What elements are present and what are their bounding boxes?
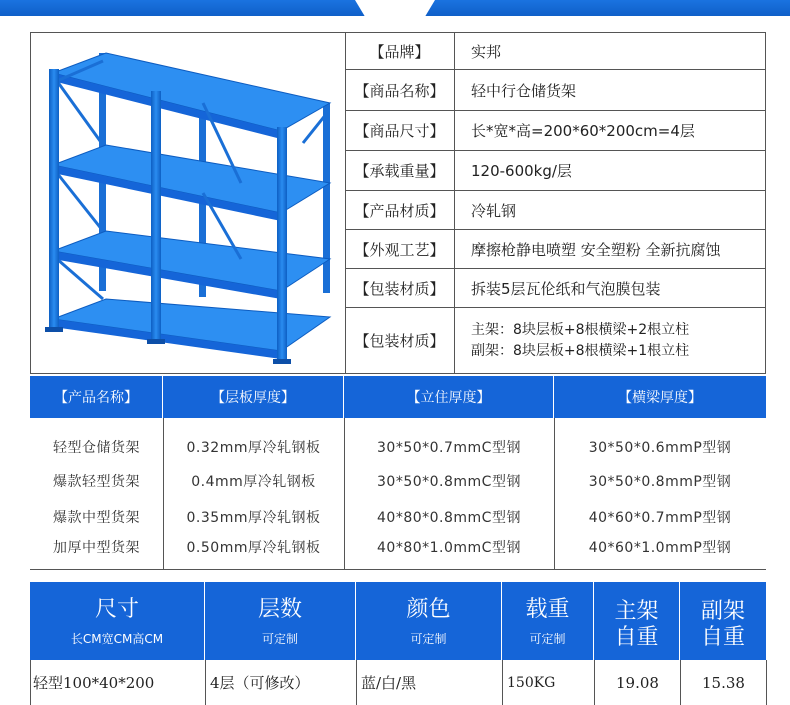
table-cell: 0.4mm厚冷轧钢板 xyxy=(191,474,316,490)
column-header xyxy=(205,582,356,660)
column-header xyxy=(356,582,502,660)
table-cell: 30*50*0.8mmC型钢 xyxy=(377,474,521,490)
column-header-sub: 可定制 xyxy=(410,632,447,646)
product-thickness-table xyxy=(30,376,766,570)
top-accent-tab xyxy=(355,0,435,16)
table-body xyxy=(30,418,766,570)
spec-label: 【商品尺寸】 xyxy=(345,111,455,150)
spec-row xyxy=(345,269,765,308)
spec-value-line: 副架：8块层板+8根横梁+1根立柱 xyxy=(471,342,690,359)
spec-row xyxy=(345,151,765,191)
spec-value: 120-600kg/层 xyxy=(471,162,572,180)
table-cell: 15.38 xyxy=(681,660,767,705)
column-header-sub: 可定制 xyxy=(261,632,298,646)
spec-value-multiline xyxy=(471,308,759,373)
spec-label: 【产品材质】 xyxy=(345,191,455,229)
size-spec-table xyxy=(30,582,766,705)
table-cell: 30*50*0.6mmP型钢 xyxy=(588,440,732,456)
table-cell: 0.50mm厚冷轧钢板 xyxy=(186,540,321,556)
spec-value: 长*宽*高=200*60*200cm=4层 xyxy=(471,122,695,140)
spec-label: 【承载重量】 xyxy=(345,151,455,190)
column-header-title: 尺寸 xyxy=(94,597,139,622)
spec-row xyxy=(345,70,765,111)
column-header-sub: 可定制 xyxy=(529,632,566,646)
table-cell: 19.08 xyxy=(595,660,681,705)
table-cell: 0.35mm厚冷轧钢板 xyxy=(186,510,321,526)
spec-row xyxy=(345,308,765,373)
table-header xyxy=(30,582,766,660)
spec-value: 轻中行仓储货架 xyxy=(471,81,577,100)
table-cell: 蓝/白/黑 xyxy=(357,660,503,705)
spec-row xyxy=(345,33,765,70)
spec-row xyxy=(345,230,765,269)
spec-value-line: 主架：8块层板+8根横梁+2根立柱 xyxy=(471,321,690,338)
column-header-title-line: 自重 xyxy=(614,625,659,650)
table-cell: 30*50*0.7mmC型钢 xyxy=(377,440,521,456)
spec-table xyxy=(345,33,765,373)
table-cell: 爆款中型货架 xyxy=(53,510,140,526)
table-cell: 40*60*0.7mmP型钢 xyxy=(588,510,732,526)
product-overview xyxy=(30,32,766,374)
table-header xyxy=(30,376,766,418)
spec-value: 摩擦枪静电喷塑 安全塑粉 全新抗腐蚀 xyxy=(471,240,721,259)
column-header xyxy=(594,582,680,660)
table-cell: 轻型100*40*200 xyxy=(31,660,206,705)
column-header-title: 载重 xyxy=(525,597,570,622)
spec-label: 【品牌】 xyxy=(345,33,455,69)
column-header-sub: 长CM宽CM高CM xyxy=(70,632,164,646)
column-header-title: 颜色 xyxy=(406,597,451,622)
table-cell: 150KG xyxy=(503,660,595,705)
column-header xyxy=(502,582,594,660)
table-cell: 0.32mm厚冷轧钢板 xyxy=(186,440,321,456)
column-header xyxy=(30,582,205,660)
column-header-title-line: 自重 xyxy=(700,625,745,650)
spec-label: 【外观工艺】 xyxy=(345,230,455,268)
table-cell: 4层（可修改） xyxy=(206,660,357,705)
table-cell: 40*80*1.0mmC型钢 xyxy=(377,540,521,556)
table-cell: 轻型仓储货架 xyxy=(53,440,140,456)
table-cell: 爆款轻型货架 xyxy=(53,474,140,490)
spec-row xyxy=(345,111,765,151)
column-header: 【产品名称】 xyxy=(30,376,163,418)
shelf-product-image xyxy=(31,33,346,373)
spec-label: 【包装材质】 xyxy=(345,308,455,373)
column-header-title-line: 副架 xyxy=(700,599,745,624)
column-header-title-line: 主架 xyxy=(614,599,659,624)
spec-label: 【商品名称】 xyxy=(345,70,455,110)
column-header xyxy=(680,582,766,660)
spec-value: 冷轧钢 xyxy=(471,201,517,220)
spec-value: 实邦 xyxy=(471,42,502,61)
table-row xyxy=(30,660,766,705)
column-header: 【层板厚度】 xyxy=(163,376,344,418)
table-cell: 加厚中型货架 xyxy=(53,540,140,556)
spec-row xyxy=(345,191,765,230)
spec-label: 【包装材质】 xyxy=(345,269,455,307)
top-accent-bar xyxy=(0,0,790,16)
spec-value: 拆装5层瓦伦纸和气泡膜包装 xyxy=(471,279,661,298)
table-cell: 40*60*1.0mmP型钢 xyxy=(588,540,732,556)
column-header-title: 层数 xyxy=(257,597,302,622)
column-header: 【横梁厚度】 xyxy=(618,390,702,406)
table-cell: 40*80*0.8mmC型钢 xyxy=(377,510,521,526)
shelf-illustration xyxy=(31,33,345,373)
table-cell: 30*50*0.8mmP型钢 xyxy=(588,474,732,490)
column-header: 【立住厚度】 xyxy=(344,376,554,418)
